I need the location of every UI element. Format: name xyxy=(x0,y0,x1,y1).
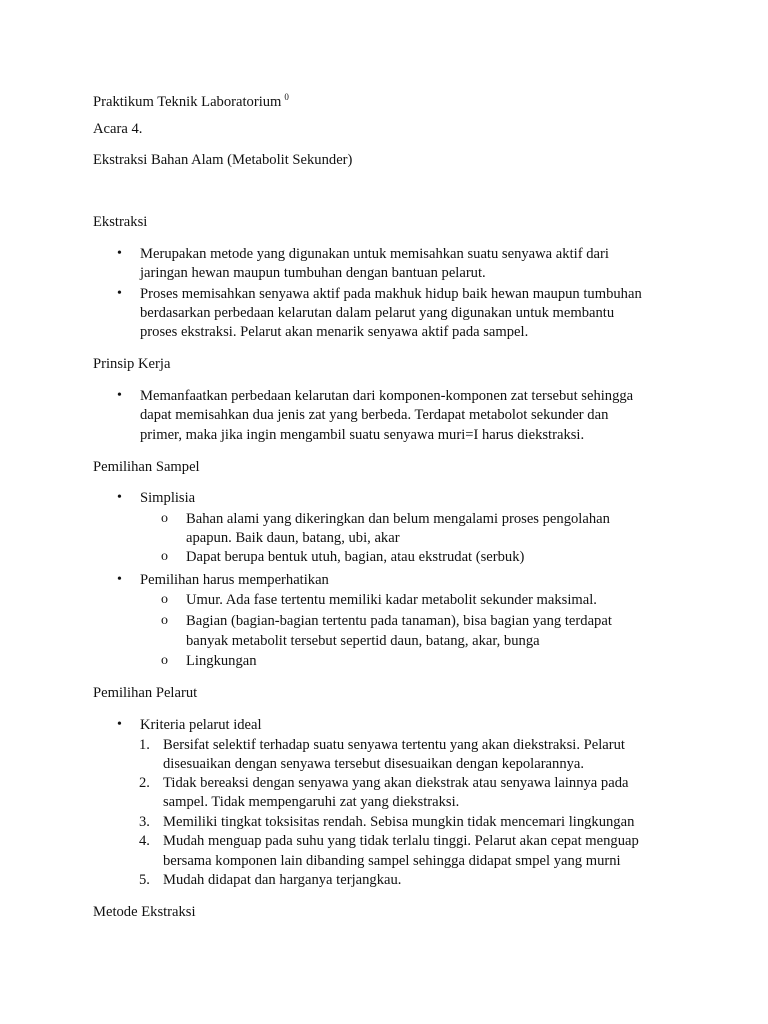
list-item-line: dapat memisahkan dua jenis zat yang berbeda. Terdapat metabolot sekunder dan xyxy=(140,407,609,423)
sub-item-line: Umur. Ada fase tertentu memiliki kadar metabolit sekunder maksimal. xyxy=(186,592,597,608)
sub-item-line: banyak metabolit tersebut sepertid daun, batang, akar, bunga xyxy=(186,633,540,649)
numbered-item-number: 2. xyxy=(139,775,150,791)
title-text: Praktikum Teknik Laboratorium xyxy=(93,93,282,110)
numbered-item-line: Mudah didapat dan harganya terjangkau. xyxy=(163,872,402,888)
numbered-item-number: 3. xyxy=(139,814,150,830)
document-title xyxy=(93,87,289,112)
section-heading-ekstraksi: Ekstraksi xyxy=(93,214,148,230)
sub-item-line: Dapat berupa bentuk utuh, bagian, atau ekstrudat (serbuk) xyxy=(186,549,525,565)
circle-bullet-icon: o xyxy=(161,613,168,628)
numbered-item-line: Bersifat selektif terhadap suatu senyawa tertentu yang akan diekstraksi. Pelarut xyxy=(163,737,625,753)
numbered-item-number: 1. xyxy=(139,737,150,753)
bullet-icon: • xyxy=(117,388,122,403)
list-item-line: Memanfaatkan perbedaan kelarutan dari komponen-komponen zat tersebut sehingga xyxy=(140,388,634,404)
numbered-item-line: disesuaikan dengan senyawa tersebut disesuaikan dengan kepolarannya. xyxy=(163,756,585,772)
section-heading-metode: Metode Ekstraksi xyxy=(93,904,196,920)
list-item-label: Pemilihan harus memperhatikan xyxy=(140,572,329,588)
sub-item-line: Bahan alami yang dikeringkan dan belum mengalami proses pengolahan xyxy=(186,511,610,527)
circle-bullet-icon: o xyxy=(161,511,168,526)
list-item-line: proses ekstraksi. Pelarut akan menarik senyawa aktif pada sampel. xyxy=(140,324,529,340)
circle-bullet-icon: o xyxy=(161,592,168,607)
bullet-icon: • xyxy=(117,717,122,732)
numbered-item-line: Tidak bereaksi dengan senyawa yang akan diekstrak atau senyawa lainnya pada xyxy=(163,775,629,791)
list-item-label: Simplisia xyxy=(140,490,196,506)
sub-item-line: Lingkungan xyxy=(186,653,257,669)
numbered-item-line: Mudah menguap pada suhu yang tidak terlalu tinggi. Pelarut akan cepat menguap xyxy=(163,833,639,849)
section-heading-prinsip: Prinsip Kerja xyxy=(93,356,171,372)
section-heading-pelarut: Pemilihan Pelarut xyxy=(93,685,198,701)
list-item-line: primer, maka jika ingin mengambil suatu senyawa muri=I harus diekstraksi. xyxy=(140,427,585,443)
bullet-icon: • xyxy=(117,572,122,587)
acara-label: Acara 4. xyxy=(93,121,143,137)
bullet-icon: • xyxy=(117,286,122,301)
section-heading-sampel: Pemilihan Sampel xyxy=(93,459,200,475)
list-item-line: Merupakan metode yang digunakan untuk memisahkan suatu senyawa aktif dari xyxy=(140,246,609,262)
bullet-icon: • xyxy=(117,246,122,261)
bullet-icon: • xyxy=(117,490,122,505)
numbered-item-number: 4. xyxy=(139,833,150,849)
list-item-line: berdasarkan perbedaan kelarutan dalam pelarut yang digunakan untuk membantu xyxy=(140,305,615,321)
list-item-line: Proses memisahkan senyawa aktif pada makhuk hidup baik hewan maupun tumbuhan xyxy=(140,286,642,302)
numbered-item-number: 5. xyxy=(139,872,150,888)
list-item-label: Kriteria pelarut ideal xyxy=(140,717,262,733)
title-superscript: 0 xyxy=(284,92,289,102)
numbered-item-line: sampel. Tidak mempengaruhi zat yang diekstraksi. xyxy=(163,794,460,810)
sub-item-line: apapun. Baik daun, batang, ubi, akar xyxy=(186,530,400,546)
circle-bullet-icon: o xyxy=(161,653,168,668)
numbered-item-line: Memiliki tingkat toksisitas rendah. Sebisa mungkin tidak mencemari lingkungan xyxy=(163,814,635,830)
numbered-item-line: bersama komponen lain dibanding sampel sehingga didapat smpel yang murni xyxy=(163,853,621,869)
list-item-line: jaringan hewan maupun tumbuhan dengan bantuan pelarut. xyxy=(140,265,486,281)
circle-bullet-icon: o xyxy=(161,549,168,564)
sub-item-line: Bagian (bagian-bagian tertentu pada tanaman), bisa bagian yang terdapat xyxy=(186,613,612,629)
document-subtitle: Ekstraksi Bahan Alam (Metabolit Sekunder) xyxy=(93,152,353,168)
